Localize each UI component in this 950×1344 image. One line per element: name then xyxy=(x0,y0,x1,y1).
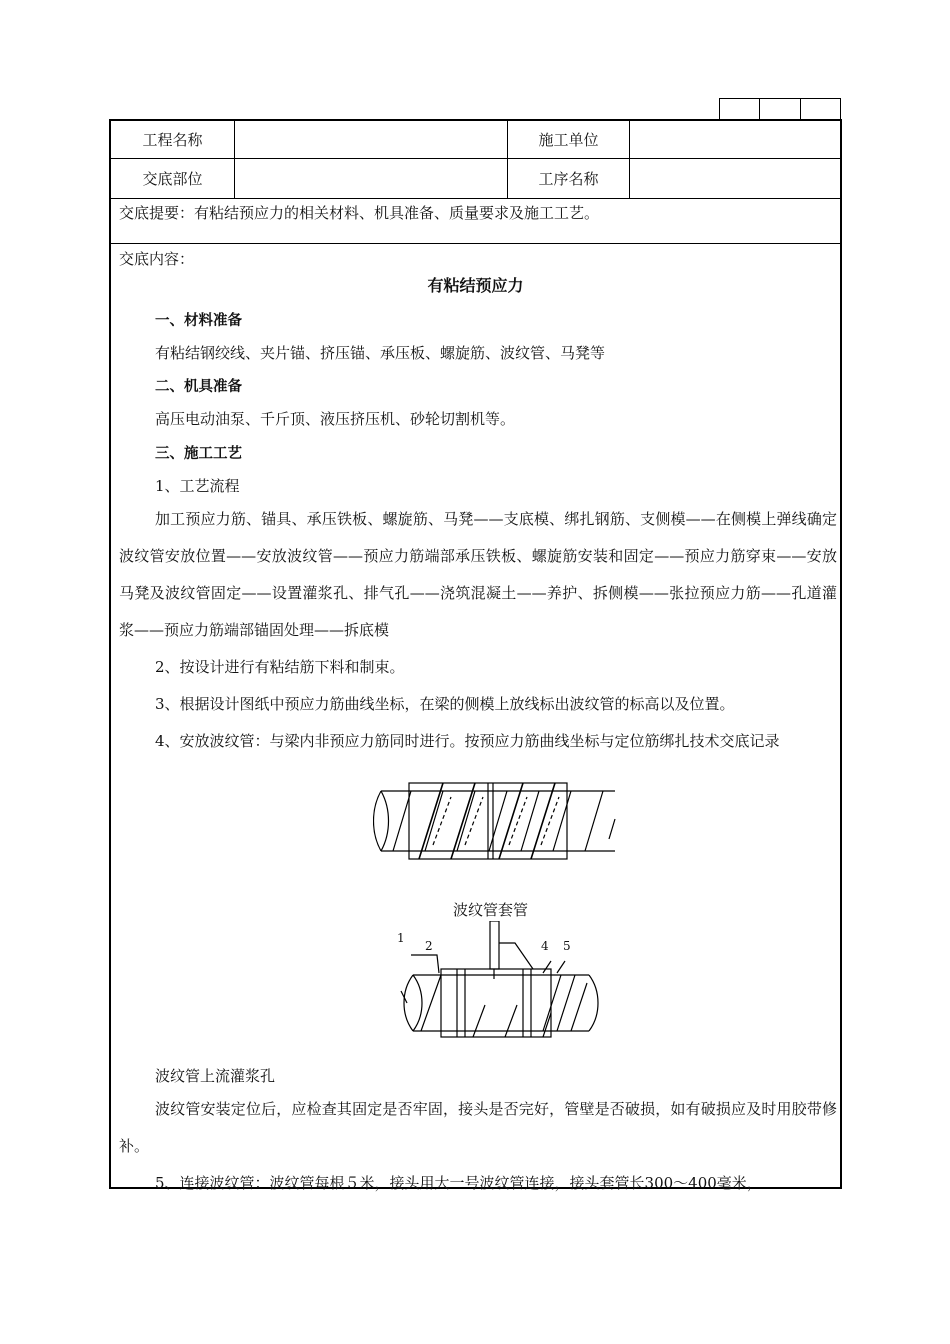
doc-code-boxes xyxy=(719,98,841,120)
handover-location-value[interactable] xyxy=(235,159,506,198)
code-box xyxy=(720,99,760,120)
section-text: 有粘结钢绞线、夹片锚、挤压锚、承压板、螺旋筋、波纹管、马凳等 xyxy=(155,344,606,362)
handover-form xyxy=(109,119,842,1192)
process-flow-text: 加工预应力筋、锚具、承压铁板、螺旋筋、马凳——支底模、绑扎钢筋、支侧模——在侧模上弹线确定波纹管安放位置——安放波纹管——预应力筋端部承压铁板、螺旋筋安装和固定——预应力筋穿束——安放马凳及波纹管固定——设置灌浆孔、排气孔——浇筑混凝土——养护、拆侧模——张拉预应力筋——孔道灌浆——预应力筋端部锚固处理——拆底模 xyxy=(119,510,837,639)
step-2-text: 2、按设计进行有粘结筋下料和制束。 xyxy=(155,658,405,676)
section-heading: 三、施工工艺 xyxy=(155,446,242,462)
section-text: 高压电动油泵、千斤顶、液压挤压机、砂轮切割机等。 xyxy=(155,410,516,428)
duct-sleeve-figure xyxy=(373,779,623,863)
step-3-text: 3、根据设计图纸中预应力筋曲线坐标，在梁的侧模上放线标出波纹管的标高以及位置。 xyxy=(155,695,735,713)
section-heading: 二、机具准备 xyxy=(155,379,242,395)
code-box xyxy=(760,99,800,120)
figure-label: 4 xyxy=(541,939,549,953)
step-title: 1、工艺流程 xyxy=(155,477,240,495)
construction-unit-label: 施工单位 xyxy=(538,131,599,149)
step-4-text: 4、安放波纹管：与梁内非预应力筋同时进行。按预应力筋曲线坐标与定位筋绑扎技术交底记录 xyxy=(155,732,780,750)
figure-label: 1 xyxy=(397,931,405,945)
summary-text: 交底提要：有粘结预应力的相关材料、机具准备、质量要求及施工工艺。 xyxy=(119,204,600,222)
step-5-text: 5、连接波纹管：波纹管每根５米，接头用大一号波纹管连接，接头套管长300～400毫米， xyxy=(155,1174,762,1192)
project-name-value[interactable] xyxy=(235,121,506,158)
project-name-label: 工程名称 xyxy=(142,131,203,149)
row-divider xyxy=(111,198,840,199)
figure-label: 2 xyxy=(425,939,433,953)
inspection-text: 波纹管安装定位后，应检查其固定是否牢固，接头是否完好，管壁是否破损，如有破损应及时用胶带修补。 xyxy=(119,1100,837,1155)
construction-unit-value[interactable] xyxy=(630,121,842,158)
handover-location-label: 交底部位 xyxy=(142,170,203,188)
figure-caption: 波纹管套管 xyxy=(453,901,529,919)
process-name-label: 工序名称 xyxy=(538,170,599,188)
content-label: 交底内容： xyxy=(119,250,195,268)
figure-caption: 波纹管上流灌浆孔 xyxy=(155,1067,276,1085)
section-heading: 一、材料准备 xyxy=(155,313,242,329)
code-box xyxy=(801,99,840,120)
figure-label: 5 xyxy=(563,939,571,953)
row-divider xyxy=(111,243,840,244)
doc-title: 有粘结预应力 xyxy=(427,276,524,295)
process-name-value[interactable] xyxy=(630,159,842,198)
